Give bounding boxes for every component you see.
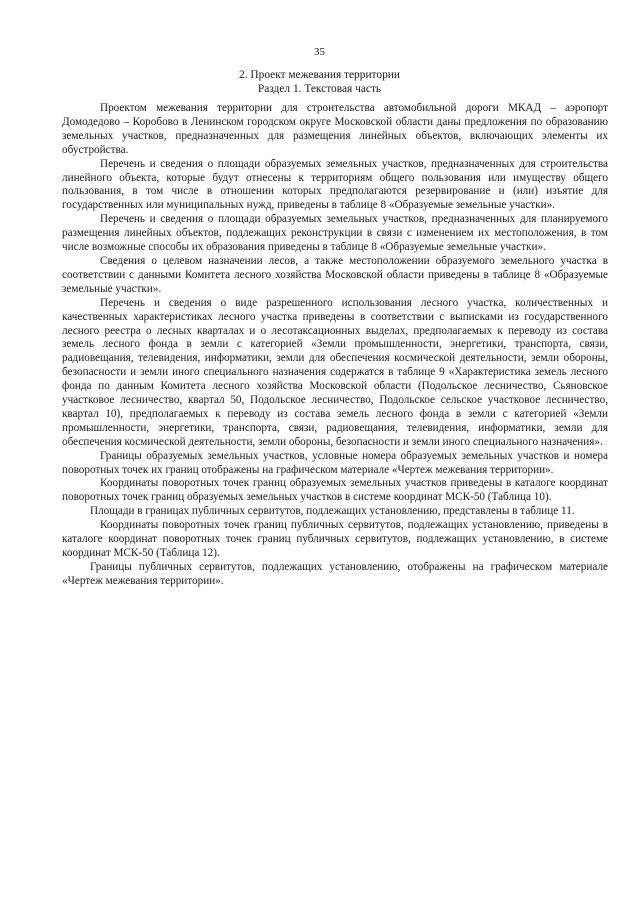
paragraph-plot-boundaries: Границы образуемых земельных участков, условные номера образуемых земельных участков и номера поворотных точек их границ отображены на графическом материале «Чертеж межевания территории». bbox=[62, 449, 608, 476]
paragraph-servitude-boundaries: Границы публичных сервитутов, подлежащих установлению, отображены на графическом материале «Чертеж межевания территории». bbox=[62, 560, 608, 587]
section-title: 2. Проект межевания территории bbox=[239, 69, 400, 81]
subsection-title: Раздел 1. Текстовая часть bbox=[257, 83, 382, 95]
paragraph-plot-coordinates: Координаты поворотных точек границ образуемых земельных участков приведены в каталоге координат поворотных точек границ образуемых земельных участков в системе координат МСК-50 (Таблица 10). bbox=[62, 477, 608, 504]
paragraph-public-land-plots: Перечень и сведения о площади образуемых земельных участков, предназначенных для строительства линейного объекта, которые будут отнесены к территориям общего пользования или имуществу общего пользования, в том числе в отношении которых предполагаются резервирование и (или) изъятие для государственных или муниципальных нужд, приведены в таблице 8 «Образуемые земельные участки». bbox=[62, 157, 608, 212]
paragraph-project-intro: Проектом межевания территории для строительства автомобильной дороги МКАД – аэропорт Домодедово – Коробово в Ленинском городском округе Московской области даны предложения по образованию земельных участков, предназначенных для размещения линейных объектов, включающих элементы их обустройства. bbox=[62, 102, 608, 156]
page-number: 35 bbox=[314, 46, 325, 58]
paragraph-forest-characteristics: Перечень и сведения о виде разрешенного использования лесного участка, количественных и качественных характеристиках лесного участка приведены в соответствии с выписками из государственного лесного реестра о лесных кварталах и о лесотаксационных выделах, предполагаемых к переводу из состава земель лесного фонда в земли с категорией «Земли промышленности, энергетики, транспорта, связи, радиовещания, телевидения, информатики, земли для обеспечения космической деятельности, земли обороны, безопасности и земли иного специального назначения содержатся в таблице 9 «Характеристика земель лесного фонда по данным Комитета лесного хозяйства Московской области (Подольское лесничество, Сьяновское участковое лесничество, квартал 50, Подольское лесничество, Подольское сельское участковое лесничество, квартал 10), предполагаемых к переводу из состава земель лесного фонда в земли с категорией «Земли промышленности, энергетики, транспорта, связи, радиовещания, телевидения, информатики, земли для обеспечения космической деятельности, земли обороны, безопасности и земли иного специального назначения». bbox=[62, 296, 608, 448]
paragraph-servitude-coordinates: Координаты поворотных точек границ публичных сервитутов, подлежащих установлению, приведены в каталоге координат поворотных точек границ публичных сервитутов, подлежащих установлению, в системе координат МСК-50 (Таблица 12). bbox=[62, 519, 608, 559]
paragraph-forest-purpose: Сведения о целевом назначении лесов, а также местоположении образуемого земельного участка в соответствии с данными Комитета лесного хозяйства Московской области приведены в таблице 8 «Образуемые земельные участки». bbox=[62, 254, 608, 295]
paragraph-servitude-areas: Площади в границах публичных сервитутов, подлежащих установлению, представлены в таблице 11. bbox=[90, 505, 575, 518]
paragraph-reconstruction-plots: Перечень и сведения о площади образуемых земельных участков, предназначенных для планируемого размещения линейных объектов, подлежащих реконструкции в связи с изменением их местоположения, в том числе возможные способы их образования приведены в таблице 8 «Образуемые земельные участки». bbox=[62, 213, 608, 254]
body-text bbox=[62, 102, 608, 589]
